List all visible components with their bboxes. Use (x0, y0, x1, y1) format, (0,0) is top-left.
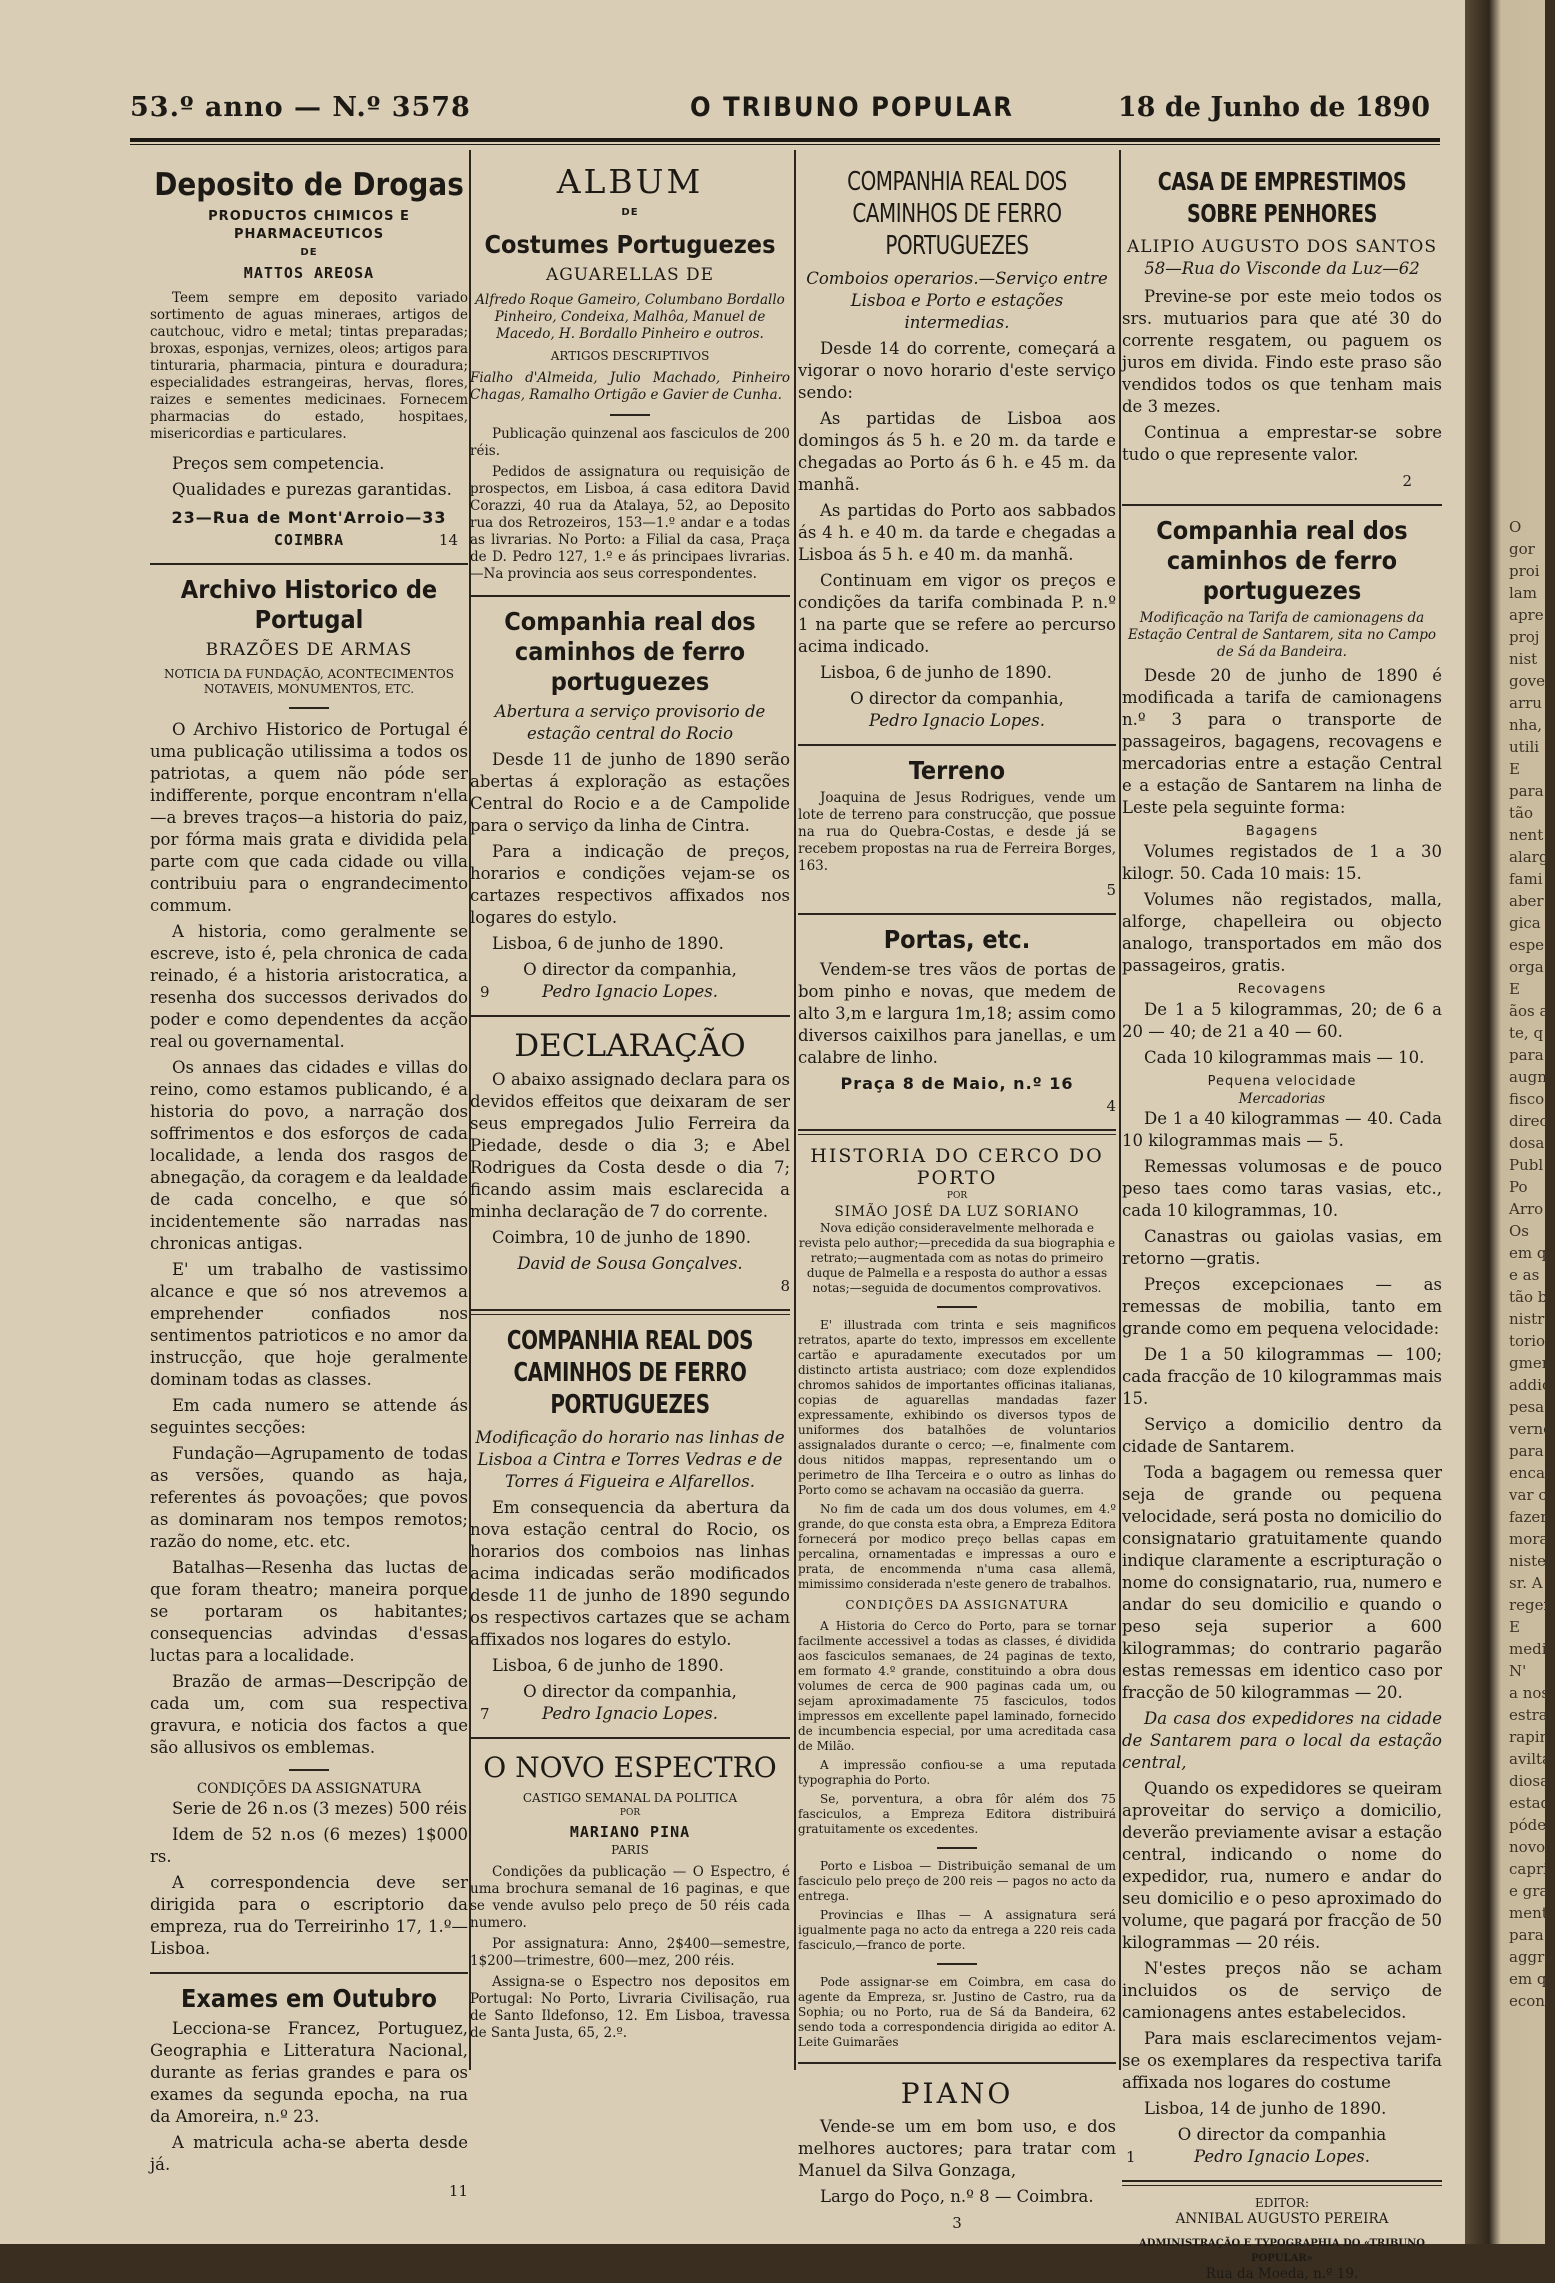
paragraph: Pedidos de assignatura ou requisição de prospectos, em Lisboa, á casa editora David Corazzi, 40 rua da Atalaya, 52, ao Deposito rua dos Retrozeiros, 153—1.º andar e a todas as livrarias. No Porto: a Filial da casa, Praça de D. Pedro 127, 1.º e ás principaes livrarias.—Na provincia aos seus correspondentes. (470, 464, 790, 582)
edge-text-fragment: avilta (1509, 1750, 1551, 1768)
edge-text-fragment: fami (1509, 870, 1543, 888)
section-rule (470, 595, 790, 597)
edge-text-fragment: gor (1509, 540, 1535, 558)
ad-title: PIANO (900, 2077, 1014, 2110)
ad-title: Deposito de Drogas (154, 167, 464, 203)
edge-text-fragment: proj (1509, 628, 1540, 646)
paragraph: De 1 a 50 kilogrammas — 100; cada fracção de 10 kilogrammas mais 15. (1122, 1345, 1442, 1408)
ad-subtitle: Comboios operarios.—Serviço entre Lisboa e Porto e estações intermedias. (806, 269, 1108, 332)
ad-de: DE (300, 247, 318, 258)
ad-por: POR (946, 1191, 968, 1201)
edge-text-fragment: para (1509, 782, 1544, 800)
paragraph: As partidas do Porto aos sabbados ás 4 h. e 40 m. da tarde e chegadas a Lisboa ás 5 h. e 40 m. da manhã. (798, 501, 1116, 564)
paragraph: Lecciona-se Francez, Portuguez, Geographia e Litteratura Nacional, durante as ferias grandes e para os exames da segunda epocha, na rua da Amoreira, n.º 23. (150, 2019, 468, 2126)
edge-text-fragment: E (1509, 1618, 1520, 1636)
ad-subtitle: BRAZÕES DE ARMAS (205, 640, 413, 660)
paragraph: Fundação—Agrupamento de todas as versões, quando as haja, referentes ás povoações; que povos as dominaram nos tempos remotos; razão do nome, etc. etc. (150, 1444, 468, 1551)
masthead (130, 92, 1440, 132)
ad-number: 14 (438, 531, 458, 549)
ad-por: POR (619, 1808, 641, 1818)
ad-line: Preços sem competencia. (172, 454, 385, 473)
paragraph: Cada 10 kilogrammas mais — 10. (1144, 1048, 1425, 1067)
paragraph: A historia, como geralmente se escreve, isto é, pela chronica de cada reinado, é a historia aristocratica, a resenha dos successos derivados do poder e como dependentes da acção real ou governamental. (150, 922, 468, 1051)
ad-number: 3 (952, 2214, 962, 2232)
edge-text-fragment: estad (1509, 1794, 1551, 1812)
section-rule (798, 2062, 1116, 2064)
ad-city: PARIS (611, 1843, 649, 1857)
edge-text-fragment: apre (1509, 606, 1544, 624)
edge-text-fragment: var c (1509, 1486, 1547, 1504)
section-rule (798, 1129, 1116, 1135)
paragraph: Vende-se um em bom uso, e dos melhores auctores; para tratar com Manuel da Silva Gonzaga, (798, 2117, 1116, 2180)
edge-text-fragment: pesa (1509, 1398, 1545, 1416)
edge-text-fragment: nist (1509, 650, 1538, 668)
edge-text-fragment: nent (1509, 826, 1544, 844)
paragraph: Desde 11 de junho de 1890 serão abertas á exploração as estações Central do Rocio e a de Campolide para o serviço da linha de Cintra. (470, 750, 790, 835)
edge-text-fragment: tão b (1509, 1288, 1548, 1306)
paragraph: A Historia do Cerco do Porto, para se tornar facilmente accessivel a todas as classes, é dividida aos fasciculos semanaes, de 24 paginas de texto, em formato 4.º grande, constituindo a obra dous volumes de cerca de 900 paginas cada um, ou sejam aproximadamente 75 fasciculos, todos impressos em excellente papel laminado, fornecido de incumbencia especial, por uma acreditada casa de Milão. (798, 1619, 1116, 1753)
edge-text-fragment: em q (1509, 1970, 1547, 1988)
paragraph: N'estes preços não se acham incluidos os de serviço de camionagens antes estabelecidos. (1122, 1959, 1442, 2022)
edge-text-fragment: arru (1509, 694, 1542, 712)
paragraph: Serie de 26 n.os (3 mezes) 500 réis (172, 1799, 467, 1818)
paragraph: Canastras ou gaiolas vasias, em retorno —gratis. (1122, 1227, 1442, 1268)
paragraph: Publicação quinzenal aos fasciculos de 200 réis. (470, 426, 790, 459)
ad-de: DE (621, 207, 639, 218)
ad-number: 7 (480, 1705, 490, 1723)
paragraph: E' illustrada com trinta e seis magnificos retratos, aparte do texto, impressos em excellente cartão e apuradamente executados por um distincto artista austriaco; com doze explendidos chromos sahidos de importantes officinas italianas, copias de aguarellas mandadas fazer expressamente, exhibindo os diversos typos de uniformes dos batalhões de voluntarios assignalados durante o cerco; —e, finalmente com dous nitidos mappas, representando um o perimetro de Ilha Terceira e o outro as linhas do Porto como se achavam na occasião da guerra. (798, 1318, 1116, 1497)
section-rule (150, 1972, 468, 1974)
edge-text-fragment: direc (1509, 1112, 1548, 1130)
section-subheading: Mercadorias (1238, 1091, 1326, 1107)
paragraph: O abaixo assignado declara para os devidos effeitos que deixaram de ser seus empregados Julio Ferreira da Piedade, desde o dia 3; e Abel Rodrigues da Costa desde o dia 7; ficando assim mais esclarecida a minha declaração de 7 do corrente. (470, 1070, 790, 1221)
paragraph: E' um trabalho de vastissimo alcance e que só nos atrevemos a emprehender confiados nos sentimentos patrioticos e no amor da instrucção, que hoje geralmente dominam todas as classes. (150, 1260, 468, 1389)
edge-text-fragment: fazer (1509, 1508, 1548, 1526)
director-line: O director da companhia, (523, 960, 737, 979)
edge-text-fragment: capri (1509, 1860, 1548, 1878)
edge-text-fragment: ãos a (1509, 1002, 1549, 1020)
signature: Pedro Ignacio Lopes. (542, 982, 718, 1001)
ad-subtitle: ALIPIO AUGUSTO DOS SANTOS (1127, 237, 1437, 257)
paragraph: Para mais esclarecimentos vejam-se os exemplares da respectiva tarifa affixada nos logares do costume (1122, 2029, 1442, 2092)
edge-text-fragment: addic (1509, 1376, 1551, 1394)
edge-text-fragment: econo (1509, 1992, 1554, 2010)
edge-text-fragment: regen (1509, 1596, 1554, 1614)
edge-text-fragment: gmen (1509, 1354, 1552, 1372)
paragraph: Batalhas—Resenha das luctas de que foram theatro; maneira porque se portaram os habitantes; consequencias advindas d'essas luctas para a localidade. (150, 1558, 468, 1665)
edge-text-fragment: espe (1509, 936, 1545, 954)
ad-subtitle: AGUARELLAS DE (545, 265, 715, 285)
edge-text-fragment: gove (1509, 672, 1545, 690)
ad-address: Largo do Poço, n.º 8 — Coimbra. (820, 2187, 1094, 2206)
ad-title: Terreno (908, 756, 1006, 785)
paragraph: Preços excepcionaes — as remessas de mobilia, tanto em grande como em pequena velocidade: (1122, 1275, 1442, 1338)
edge-text-fragment: para (1509, 1926, 1544, 1944)
edge-text-fragment: gica (1509, 914, 1541, 932)
paragraph: Previne-se por este meio todos os srs. mutuarios para que até 30 do corrente resgatem, ou paguem os juros em divida. Findo este praso são vendidos todos os que tenham mais de 3 mezes. (1122, 287, 1442, 416)
paragraph: Em cada numero se attende ás seguintes secções: (150, 1396, 468, 1437)
ad-number: 2 (1402, 472, 1412, 490)
ad-number: 11 (448, 2182, 468, 2200)
section-rule (470, 1309, 790, 1315)
paragraph: Quando os expedidores se queiram aproveitar do serviço a domicilio, deverão previamente avisar a estação central, indicando o nome do expedidor, rua, numero e andar do seu domicilio e o peso aproximado do volume, que pagará por fracção de 50 kilogrammas — 20 réis. (1122, 1779, 1442, 1952)
edge-text-fragment: E (1509, 760, 1520, 778)
paragraph: No fim de cada um dos dous volumes, em 4.º grande, do que consta esta obra, a Empreza Editora fornecerá por modico preço bellas capas em percalina, ornamentadas e impressas a ouro e prata, de encommenda n'uma casa allemã, mimissimo considerada n'este genero de trabalhos. (798, 1502, 1116, 1591)
ad-line: Qualidades e purezas garantidas. (172, 480, 452, 499)
ad-title: Portas, etc. (883, 925, 1031, 954)
paragraph: De 1 a 5 kilogrammas, 20; de 6 a 20 — 40; de 21 a 40 — 60. (1122, 1000, 1442, 1041)
separator (937, 1306, 977, 1308)
edge-text-fragment: orga (1509, 958, 1544, 976)
edge-text-fragment: nister (1509, 1552, 1554, 1570)
signature: Pedro Ignacio Lopes. (1194, 2147, 1370, 2166)
paragraph: Serviço a domicilio dentro da cidade de Santarem. (1122, 1415, 1442, 1456)
section-rule (470, 1015, 790, 1017)
edge-text-fragment: verno (1509, 1420, 1553, 1438)
paragraph: Desde 14 do corrente, começará a vigorar o novo horario d'este serviço sendo: (798, 339, 1116, 402)
ad-number: 1 (1126, 2148, 1136, 2166)
ad-title: COMPANHIA REAL DOS CAMINHOS DE FERRO PORTUGUEZES (847, 167, 1067, 261)
ad-number: 5 (1106, 881, 1116, 899)
ad-author: SIMÃO JOSÉ DA LUZ SORIANO (834, 1204, 1080, 1220)
ad-title: O NOVO ESPECTRO (483, 1751, 777, 1784)
paragraph: Idem de 52 n.os (6 mezes) 1$000 rs. (150, 1825, 468, 1866)
paragraph: Continuam em vigor os preços e condições da tarifa combinada P. n.º 1 na parte que se refere ao percurso acima indicado. (798, 571, 1116, 656)
edge-text-fragment: alarg (1509, 848, 1549, 866)
ad-merchant-name: MATTOS AREOSA (243, 264, 375, 282)
ad-title: CASA DE EMPRESTIMOS SOBRE PENHORES (1157, 167, 1407, 228)
column-divider (1119, 150, 1121, 2070)
edge-text-fragment: rapin (1509, 1728, 1550, 1746)
signature: Pedro Ignacio Lopes. (869, 711, 1045, 730)
paragraph: Remessas volumosas e de pouco peso taes como taras vasias, etc., cada 10 kilogrammas, 10. (1122, 1157, 1442, 1220)
edge-text-fragment: O (1509, 518, 1522, 536)
paragraph: Toda a bagagem ou remessa quer seja de grande ou pequena velocidade, será posta no domicilio do consignatario gratuitamente quando indique claramente a escripturação o nome do consignatario, rua, numero e andar do seu domicilio e quando o peso seja superior a 600 kilogrammas; do contrario pagarão estas remessas em identico caso por fracção de 50 kilogrammas — 20. (1122, 1463, 1442, 1702)
edge-text-fragment: ment (1509, 1904, 1548, 1922)
ad-author: MARIANO PINA (569, 1823, 691, 1841)
paragraph: Continua a emprestar-se sobre tudo o que represente valor. (1122, 423, 1442, 464)
paragraph: A correspondencia deve ser dirigida para o escriptorio da empreza, rua do Terreirinho 17, 1.º—Lisboa. (150, 1873, 468, 1958)
paragraph: Pode assignar-se em Coimbra, em casa do agente da Empreza, sr. Justino de Castro, rua da Sophia; ou no Porto, rua de Sá da Bandeira, 62 sendo toda a correspondencia dirigida ao editor A. Leite Guimarães (798, 1975, 1116, 2049)
edge-text-fragment: Arro (1509, 1200, 1544, 1218)
paragraph: Vendem-se tres vãos de portas de bom pinho e novas, que medem de alto 3,m e largura 1m,18; assim como diversos caixilhos para janellas, e um calabre de linho. (798, 960, 1116, 1067)
paragraph: Condições da publicação — O Espectro, é uma brochura semanal de 16 paginas, e que se vende avulso pelo preço de 50 réis cada numero. (470, 1864, 790, 1931)
director-line: O director da companhia, (850, 689, 1064, 708)
paragraph: Porto e Lisboa — Distribuição semanal de um fasciculo pelo preço de 200 reis — pagos no acto da entrega. (798, 1859, 1116, 1903)
edge-text-fragment: sr. A (1509, 1574, 1543, 1592)
ad-address: 23—Rua de Mont'Arroio—33 (171, 508, 447, 527)
edge-text-fragment: nistr (1509, 1310, 1545, 1328)
edge-text-fragment: nha, (1509, 716, 1543, 734)
paragraph: Assigna-se o Espectro nos depositos em Portugal: No Porto, Livraria Civilisação, rua de Santo Ildefonso, 12. Em Lisboa, travessa de Santa Justa, 65, 2.º. (470, 1974, 790, 2041)
edge-text-fragment: Os (1509, 1222, 1529, 1240)
ad-title: HISTORIA DO CERCO DO PORTO (810, 1145, 1104, 1189)
paragraph: A matricula acha-se aberta desde já. (150, 2133, 468, 2174)
edge-text-fragment: a nos (1509, 1684, 1550, 1702)
ad-subtitle: PRODUCTOS CHIMICOS E PHARMACEUTICOS (208, 209, 410, 242)
ad-number: 8 (780, 1277, 790, 1295)
issue-date: 18 de Junho de 1890 (1117, 92, 1430, 123)
ad-subtitle: ARTIGOS DESCRIPTIVOS (550, 349, 710, 363)
ad-subtitle: Modificação na Tarifa de camionagens da Estação Central de Santarem, sita no Campo de Sá da Bandeira. (1127, 610, 1437, 660)
ad-subtitle: Costumes Portuguezes (484, 230, 776, 259)
date-line: Lisboa, 6 de junho de 1890. (492, 934, 724, 953)
ad-subtitle: Modificação do horario nas linhas de Lisboa a Cintra e Torres Vedras e de Torres á Figueira e Alfarellos. (475, 1428, 785, 1491)
edge-text-fragment: medic (1509, 1640, 1555, 1658)
edge-text-fragment: dosa (1509, 1134, 1545, 1152)
conditions-heading: CONDIÇÕES DA ASSIGNATURA (845, 1598, 1069, 1612)
ad-subtitle: Abertura a serviço provisorio de estação central do Rocio (494, 702, 766, 743)
date-line: Lisboa, 6 de junho de 1890. (820, 663, 1052, 682)
edge-text-fragment: para (1509, 1046, 1544, 1064)
edge-text-fragment: para (1509, 1442, 1544, 1460)
ad-body: Teem sempre em deposito variado sortimento de aguas mineraes, artigos de cautchouc, vidro e metal; tintas preparadas; broxas, esponjas, vernizes, oleos; artigos para tinturaria, pharmacia, pintura e douradura; especialidades estrangeiras, hervas, flores, raizes e sementes medicinaes. Fornecem pharmacias do estado, hospitaes, misericordias e particulares. (150, 290, 468, 442)
ad-number: 4 (1106, 1097, 1116, 1115)
edge-text-fragment: moral (1509, 1530, 1554, 1548)
ad-address: Praça 8 de Maio, n.º 16 (840, 1074, 1074, 1093)
paragraph: Da casa dos expedidores na cidade de Santarem para o local da estação central, (1122, 1709, 1442, 1772)
column-divider (794, 150, 796, 2070)
paragraph: Por assignatura: Anno, 2$400—semestre, 1$200—trimestre, 600—mez, 200 réis. (470, 1936, 790, 1969)
edge-text-fragment: diosa (1509, 1772, 1550, 1790)
ad-address: 58—Rua do Visconde da Luz—62 (1144, 259, 1420, 278)
director-line: O director da companhia, (523, 1682, 737, 1701)
section-rule (1122, 2180, 1442, 2186)
paragraph: Alfredo Roque Gameiro, Columbano Bordallo Pinheiro, Condeixa, Malhôa, Manuel de Macedo, H. Bordallo Pinheiro e outros. (475, 292, 785, 342)
paragraph: Joaquina de Jesus Rodrigues, vende um lote de terreno para construcção, que possue na rua do Quebra-Costas, e desde já se recebem propostas na rua de Ferreira Borges, 163. (798, 790, 1116, 874)
edge-text-fragment: Publ (1509, 1156, 1544, 1174)
section-rule (150, 563, 468, 565)
edge-text-fragment: em q (1509, 1244, 1547, 1262)
separator (937, 1847, 977, 1849)
column-2 (470, 160, 790, 2080)
editor-name: ANNIBAL AUGUSTO PEREIRA (1175, 2211, 1389, 2227)
separator (610, 414, 650, 416)
section-rule (798, 913, 1116, 915)
section-rule (1122, 504, 1442, 506)
edge-text-fragment: N' (1509, 1662, 1527, 1680)
editor-label: EDITOR: (1254, 2196, 1310, 2210)
paragraph: Desde 20 de junho de 1890 é modificada a tarifa de camionagens n.º 3 para o transporte de passageiros, bagagens, recovagens e mercadorias entre a estação Central e a estação de Santarem na linha de Leste pela seguinte forma: (1122, 666, 1442, 817)
section-rule (470, 1737, 790, 1739)
paragraph: A impressão confiou-se a uma reputada typographia do Porto. (798, 1758, 1116, 1787)
administration-address: Rua da Moeda, n.º 19. (1205, 2266, 1359, 2282)
edge-text-fragment: E (1509, 980, 1520, 998)
edge-text-fragment: estrai (1509, 1706, 1553, 1724)
ad-city: COIMBRA (273, 531, 345, 549)
paragraph: O Archivo Historico de Portugal é uma publicação utilissima a todos os patriotas, a quem não póde ser indifferente, porque encontram n'ella—a breves traços—a historia do paiz, por fórma mais grata e dividida pela parte com que cada cidade ou villa contribuiu para o engrandecimento commum. (150, 720, 468, 915)
ad-title: Exames em Outubro (180, 1984, 438, 2013)
section-rule (798, 744, 1116, 746)
edge-text-fragment: Po (1509, 1178, 1528, 1196)
column-4 (1122, 160, 1442, 2282)
administration: ADMINISTRAÇÃO E TYPOGRAPHIA DO «TRIBUNO POPULAR» (1139, 2238, 1425, 2264)
separator (289, 707, 329, 709)
paragraph: Se, porventura, a obra fôr além dos 75 fasciculos, a Empreza Editora distribuirá gratuitamente os excedentes. (798, 1792, 1116, 1836)
paragraph: Os annaes das cidades e villas do reino, como estamos publicando, é a historia do povo, a narração dos soffrimentos e dos esforços de cada localidade, a lenda dos rasgos de abnegação, da coragem e da lealdade de cada concelho, e que só incidentemente são narradas nas chronicas antigas. (150, 1058, 468, 1253)
paragraph: Provincias e Ilhas — A assignatura será igualmente paga no acto da entrega a 220 reis cada fasciculo,—franco de porte. (798, 1908, 1116, 1952)
newspaper-title: O TRIBUNO POPULAR (690, 92, 1015, 123)
separator (289, 1769, 329, 1771)
section-heading: Recovagens (1237, 982, 1327, 997)
edge-text-fragment: torio (1509, 1332, 1546, 1350)
edge-text-fragment: aber (1509, 892, 1544, 910)
edge-text-fragment: póde (1509, 1816, 1547, 1834)
paragraph: Em consequencia da abertura da nova estação central do Rocio, os horarios dos comboios nas linhas acima indicadas serão modificados desde 11 de junho de 1890 segundo os respectivos cartazes que se acham affixados nos logares do estylo. (470, 1498, 790, 1649)
edge-text-fragment: fisco (1509, 1090, 1545, 1108)
edge-text-fragment: e as (1509, 1266, 1540, 1284)
section-heading: Bagagens (1245, 824, 1319, 839)
ad-title: ALBUM (556, 162, 704, 201)
paragraph: Volumes não registados, malla, alforge, chapelleira ou objecto analogo, transportados em mão dos passageiros, gratis. (1122, 890, 1442, 975)
signature: Pedro Ignacio Lopes. (542, 1704, 718, 1723)
ad-title: Companhia real dos caminhos de ferro portuguezes (1156, 516, 1408, 605)
column-3 (798, 160, 1116, 2232)
edge-text-fragment: encar (1509, 1464, 1553, 1482)
paragraph: Fialho d'Almeida, Julio Machado, Pinheiro Chagas, Ramalho Ortigão e Gavier de Cunha. (470, 370, 790, 403)
next-page-edge (1465, 0, 1555, 2244)
masthead-rule (130, 138, 1440, 142)
ad-subtitle: NOTICIA DA FUNDAÇÃO, ACONTECIMENTOS NOTAVEIS, MONUMENTOS, ETC. (164, 667, 454, 696)
separator (937, 1963, 977, 1965)
signature: David de Sousa Gonçalves. (517, 1254, 743, 1273)
edge-text-fragment: augn (1509, 1068, 1547, 1086)
edge-text-fragment: e gra (1509, 1882, 1549, 1900)
section-heading: Pequena velocidade (1207, 1074, 1357, 1089)
ad-title: Archivo Historico de Portugal (180, 575, 438, 634)
date-line: Lisboa, 6 de junho de 1890. (492, 1656, 724, 1675)
edge-text-fragment: utili (1509, 738, 1540, 756)
date-line: Coimbra, 10 de junho de 1890. (492, 1228, 752, 1247)
paragraph: Para a indicação de preços, horarios e condições vejam-se os cartazes respectivos affixados nos logares do estylo. (470, 842, 790, 927)
column-1 (150, 160, 468, 2200)
paragraph: De 1 a 40 kilogrammas — 40. Cada 10 kilogrammas mais — 5. (1122, 1109, 1442, 1150)
director-line: O director da companhia (1177, 2125, 1387, 2144)
paragraph: As partidas de Lisboa aos domingos ás 5 h. e 20 m. da tarde e chegadas ao Porto ás 6 h. e 45 m. da manhã. (798, 409, 1116, 494)
ad-title: COMPANHIA REAL DOS CAMINHOS DE FERRO PORTUGUEZES (506, 1326, 754, 1420)
ad-subtitle: CASTIGO SEMANAL DA POLITICA (522, 1791, 738, 1805)
ad-title: Companhia real dos caminhos de ferro portuguezes (504, 607, 756, 696)
paragraph: Volumes registados de 1 a 30 kilogr. 50. Cada 10 mais: 15. (1122, 842, 1442, 883)
edge-text-fragment: tão (1509, 804, 1534, 822)
conditions-heading: CONDIÇÕES DA ASSIGNATURA (196, 1781, 422, 1797)
date-line: Lisboa, 14 de junho de 1890. (1144, 2099, 1387, 2118)
edge-text-fragment: novo (1509, 1838, 1546, 1856)
issue-number: 53.º anno — N.º 3578 (130, 92, 471, 123)
edge-text-fragment: te, q (1509, 1024, 1544, 1042)
paragraph: Brazão de armas—Descripção de cada um, com sua respectiva gravura, e noticia dos factos a que são allusivos os emblemas. (150, 1672, 468, 1757)
ad-number: 9 (480, 983, 490, 1001)
masthead-rule-thin (130, 144, 1440, 145)
edge-text-fragment: lam (1509, 584, 1537, 602)
ad-title: DECLARAÇÃO (514, 1028, 746, 1064)
paragraph: Nova edição consideravelmente melhorada e revista pelo author;—precedida da sua biographia e retrato;—augmentada com as notas do primeiro duque de Palmella e a resposta do author a essas notas;—seguida de documentos comprovativos. (798, 1221, 1116, 1295)
edge-text-fragment: proi (1509, 562, 1540, 580)
edge-text-fragment: aggra (1509, 1948, 1554, 1966)
